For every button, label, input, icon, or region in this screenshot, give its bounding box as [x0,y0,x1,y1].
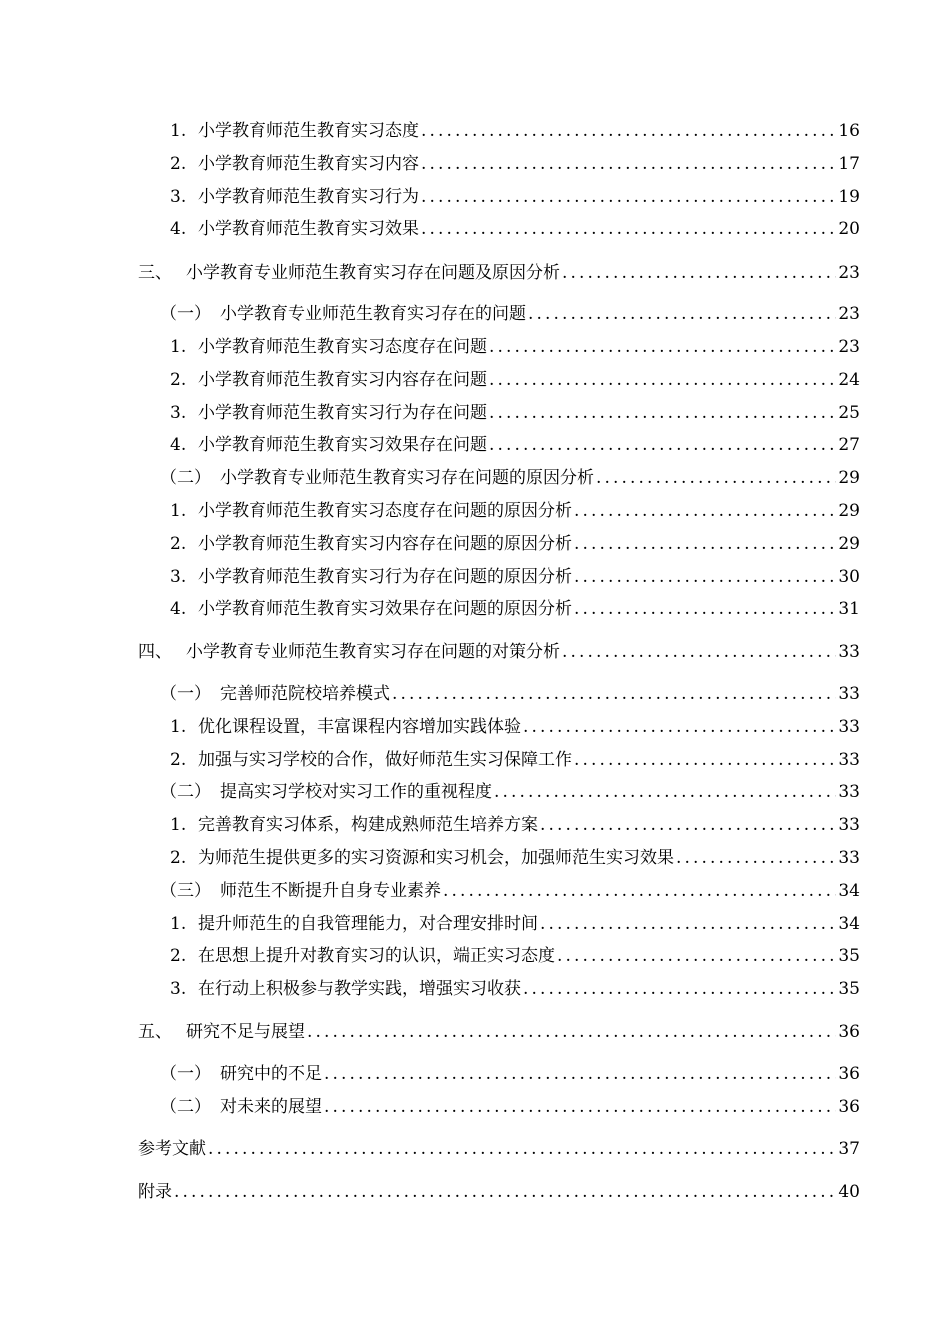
toc-entry-page: 36 [838,1022,860,1042]
toc-leader-dots [528,304,836,324]
toc-entry-page: 35 [838,946,860,966]
toc-leader-dots [421,187,836,207]
toc-leader-dots [421,121,836,141]
toc-leader-dots [443,881,836,901]
toc-entry-title: 研究中的不足 [220,1064,322,1084]
toc-entry[interactable] [138,1131,860,1159]
toc-entry-title: 小学教育专业师范生教育实习存在问题及原因分析 [186,263,560,283]
toc-entry-title: 小学教育师范生教育实习态度存在问题的原因分析 [198,501,572,521]
toc-entry[interactable] [170,146,860,174]
toc-entry-title: 对未来的展望 [220,1097,322,1117]
toc-entry-title: 小学教育师范生教育实习效果存在问题 [198,435,487,455]
toc-leader-dots [562,642,836,662]
toc-entry-number: 2. [170,946,187,966]
toc-entry-title: 小学教育师范生教育实习内容 [198,154,419,174]
toc-entry[interactable] [170,807,860,835]
toc-leader-dots [174,1182,836,1202]
toc-entry-page: 34 [838,881,860,901]
toc-entry-title: 完善师范院校培养模式 [220,684,390,704]
toc-entry-title: 研究不足与展望 [186,1022,305,1042]
toc-entry-page: 30 [838,567,860,587]
toc-entry-number: 3. [170,979,187,999]
toc-entry-title: 附录 [138,1182,172,1202]
toc-entry-title: 完善教育实习体系，构建成熟师范生培养方案 [198,815,538,835]
toc-entry-page: 29 [838,534,860,554]
toc-leader-dots [596,468,836,488]
toc-entry-number: 1. [170,717,187,737]
toc-entry[interactable] [170,493,860,521]
toc-entry-number: 3. [170,403,187,423]
toc-entry-page: 23 [838,304,860,324]
toc-entry-page: 19 [838,187,860,207]
toc-entry[interactable] [138,1014,860,1042]
toc-entry-number: 1. [170,914,187,934]
toc-entry-number: 1. [170,815,187,835]
toc-leader-dots [574,599,836,619]
toc-entry-title: 小学教育师范生教育实习行为存在问题的原因分析 [198,567,572,587]
toc-entry[interactable] [170,329,860,357]
toc-entry-number: （一） [160,684,211,704]
toc-entry[interactable] [170,840,860,868]
toc-entry[interactable] [170,427,860,455]
toc-leader-dots [676,848,836,868]
toc-leader-dots [494,782,836,802]
toc-entry[interactable] [170,971,860,999]
toc-entry[interactable] [170,362,860,390]
toc-leader-dots [324,1097,836,1117]
toc-leader-dots [489,337,836,357]
toc-entry-number: 三、 [138,263,172,283]
toc-entry-number: 3. [170,567,187,587]
toc-entry-page: 33 [838,717,860,737]
toc-entry-title: 提升师范生的自我管理能力，对合理安排时间 [198,914,538,934]
toc-entry-title: 在行动上积极参与教学实践，增强实习收获 [198,979,521,999]
toc-entry-number: 2. [170,370,187,390]
toc-leader-dots [574,501,836,521]
toc-entry-number: 1. [170,121,187,141]
toc-leader-dots [489,435,836,455]
toc-entry[interactable] [170,559,860,587]
toc-entry-page: 33 [838,848,860,868]
toc-entry[interactable] [170,395,860,423]
toc-entry-number: 4. [170,219,187,239]
toc-entry-title: 在思想上提升对教育实习的认识，端正实习态度 [198,946,555,966]
toc-entry[interactable] [160,1089,860,1117]
toc-entry[interactable] [170,113,860,141]
toc-entry-number: （一） [160,304,211,324]
toc-entry-title: 为师范生提供更多的实习资源和实习机会，加强师范生实习效果 [198,848,674,868]
toc-entry-page: 35 [838,979,860,999]
toc-leader-dots [523,979,836,999]
toc-entry-title: 提高实习学校对实习工作的重视程度 [220,782,492,802]
toc-entry-page: 29 [838,468,860,488]
toc-leader-dots [574,534,836,554]
toc-entry-number: （二） [160,1097,211,1117]
toc-entry-number: 1. [170,337,187,357]
toc-entry[interactable] [160,460,860,488]
toc-entry-title: 小学教育师范生教育实习效果 [198,219,419,239]
toc-leader-dots [523,717,836,737]
toc-entry[interactable] [160,873,860,901]
toc-entry-title: 参考文献 [138,1139,206,1159]
toc-entry-number: 2. [170,750,187,770]
toc-entry-page: 16 [838,121,860,141]
toc-leader-dots [208,1139,836,1159]
toc-entry-page: 33 [838,782,860,802]
toc-entry-page: 33 [838,642,860,662]
toc-entry-title: 小学教育师范生教育实习内容存在问题 [198,370,487,390]
toc-entry-page: 17 [838,154,860,174]
toc-entry-page: 25 [838,403,860,423]
toc-entry-page: 33 [838,815,860,835]
toc-entry[interactable] [160,676,860,704]
toc-entry-number: 2. [170,534,187,554]
toc-leader-dots [421,154,836,174]
toc-entry-number: （二） [160,782,211,802]
toc-leader-dots [421,219,836,239]
toc-entry-title: 优化课程设置，丰富课程内容增加实践体验 [198,717,521,737]
toc-entry[interactable] [160,1056,860,1084]
toc-entry-page: 29 [838,501,860,521]
toc-entry-page: 27 [838,435,860,455]
toc-entry-number: 2. [170,848,187,868]
toc-entry-number: （二） [160,468,211,488]
toc-entry-page: 23 [838,263,860,283]
toc-leader-dots [392,684,836,704]
toc-entry-title: 小学教育师范生教育实习内容存在问题的原因分析 [198,534,572,554]
toc-entry-page: 23 [838,337,860,357]
toc-entry[interactable] [138,1174,860,1202]
toc-entry-title: 小学教育师范生教育实习行为 [198,187,419,207]
toc-leader-dots [574,750,836,770]
toc-leader-dots [540,815,836,835]
toc-entry-page: 33 [838,684,860,704]
toc-leader-dots [562,263,836,283]
toc-entry-page: 36 [838,1097,860,1117]
toc-leader-dots [540,914,836,934]
toc-entry[interactable] [170,906,860,934]
toc-entry-page: 36 [838,1064,860,1084]
toc-entry[interactable] [170,709,860,737]
toc-leader-dots [574,567,836,587]
toc-leader-dots [324,1064,836,1084]
toc-entry-page: 31 [838,599,860,619]
toc-entry[interactable] [170,211,860,239]
toc-entry-number: 3. [170,187,187,207]
toc-entry-number: 四、 [138,642,172,662]
toc-entry[interactable] [170,742,860,770]
toc-entry-title: 小学教育师范生教育实习行为存在问题 [198,403,487,423]
toc-entry[interactable] [138,634,860,662]
toc-entry-number: 五、 [138,1022,172,1042]
toc-entry[interactable] [160,774,860,802]
toc-leader-dots [307,1022,836,1042]
toc-entry-page: 24 [838,370,860,390]
toc-entry-number: 1. [170,501,187,521]
toc-entry-title: 加强与实习学校的合作，做好师范生实习保障工作 [198,750,572,770]
toc-entry-page: 34 [838,914,860,934]
toc-entry-number: （三） [160,881,211,901]
toc-entry-page: 37 [838,1139,860,1159]
toc-entry-number: 4. [170,435,187,455]
toc-entry[interactable] [170,179,860,207]
toc-leader-dots [557,946,836,966]
toc-entry-page: 33 [838,750,860,770]
toc-leader-dots [489,403,836,423]
toc-entry-title: 师范生不断提升自身专业素养 [220,881,441,901]
toc-entry[interactable] [160,296,860,324]
toc-entry-title: 小学教育专业师范生教育实习存在问题的原因分析 [220,468,594,488]
toc-entry[interactable] [138,255,860,283]
toc-entry-number: （一） [160,1064,211,1084]
toc-entry-title: 小学教育师范生教育实习效果存在问题的原因分析 [198,599,572,619]
toc-entry-number: 4. [170,599,187,619]
toc-entry[interactable] [170,526,860,554]
toc-entry-title: 小学教育专业师范生教育实习存在的问题 [220,304,526,324]
toc-entry-page: 40 [838,1182,860,1202]
toc-entry-number: 2. [170,154,187,174]
toc-leader-dots [489,370,836,390]
toc-entry-title: 小学教育师范生教育实习态度 [198,121,419,141]
toc-entry-page: 20 [838,219,860,239]
toc-entry-title: 小学教育师范生教育实习态度存在问题 [198,337,487,357]
toc-entry-title: 小学教育专业师范生教育实习存在问题的对策分析 [186,642,560,662]
toc-entry[interactable] [170,938,860,966]
toc-entry[interactable] [170,591,860,619]
